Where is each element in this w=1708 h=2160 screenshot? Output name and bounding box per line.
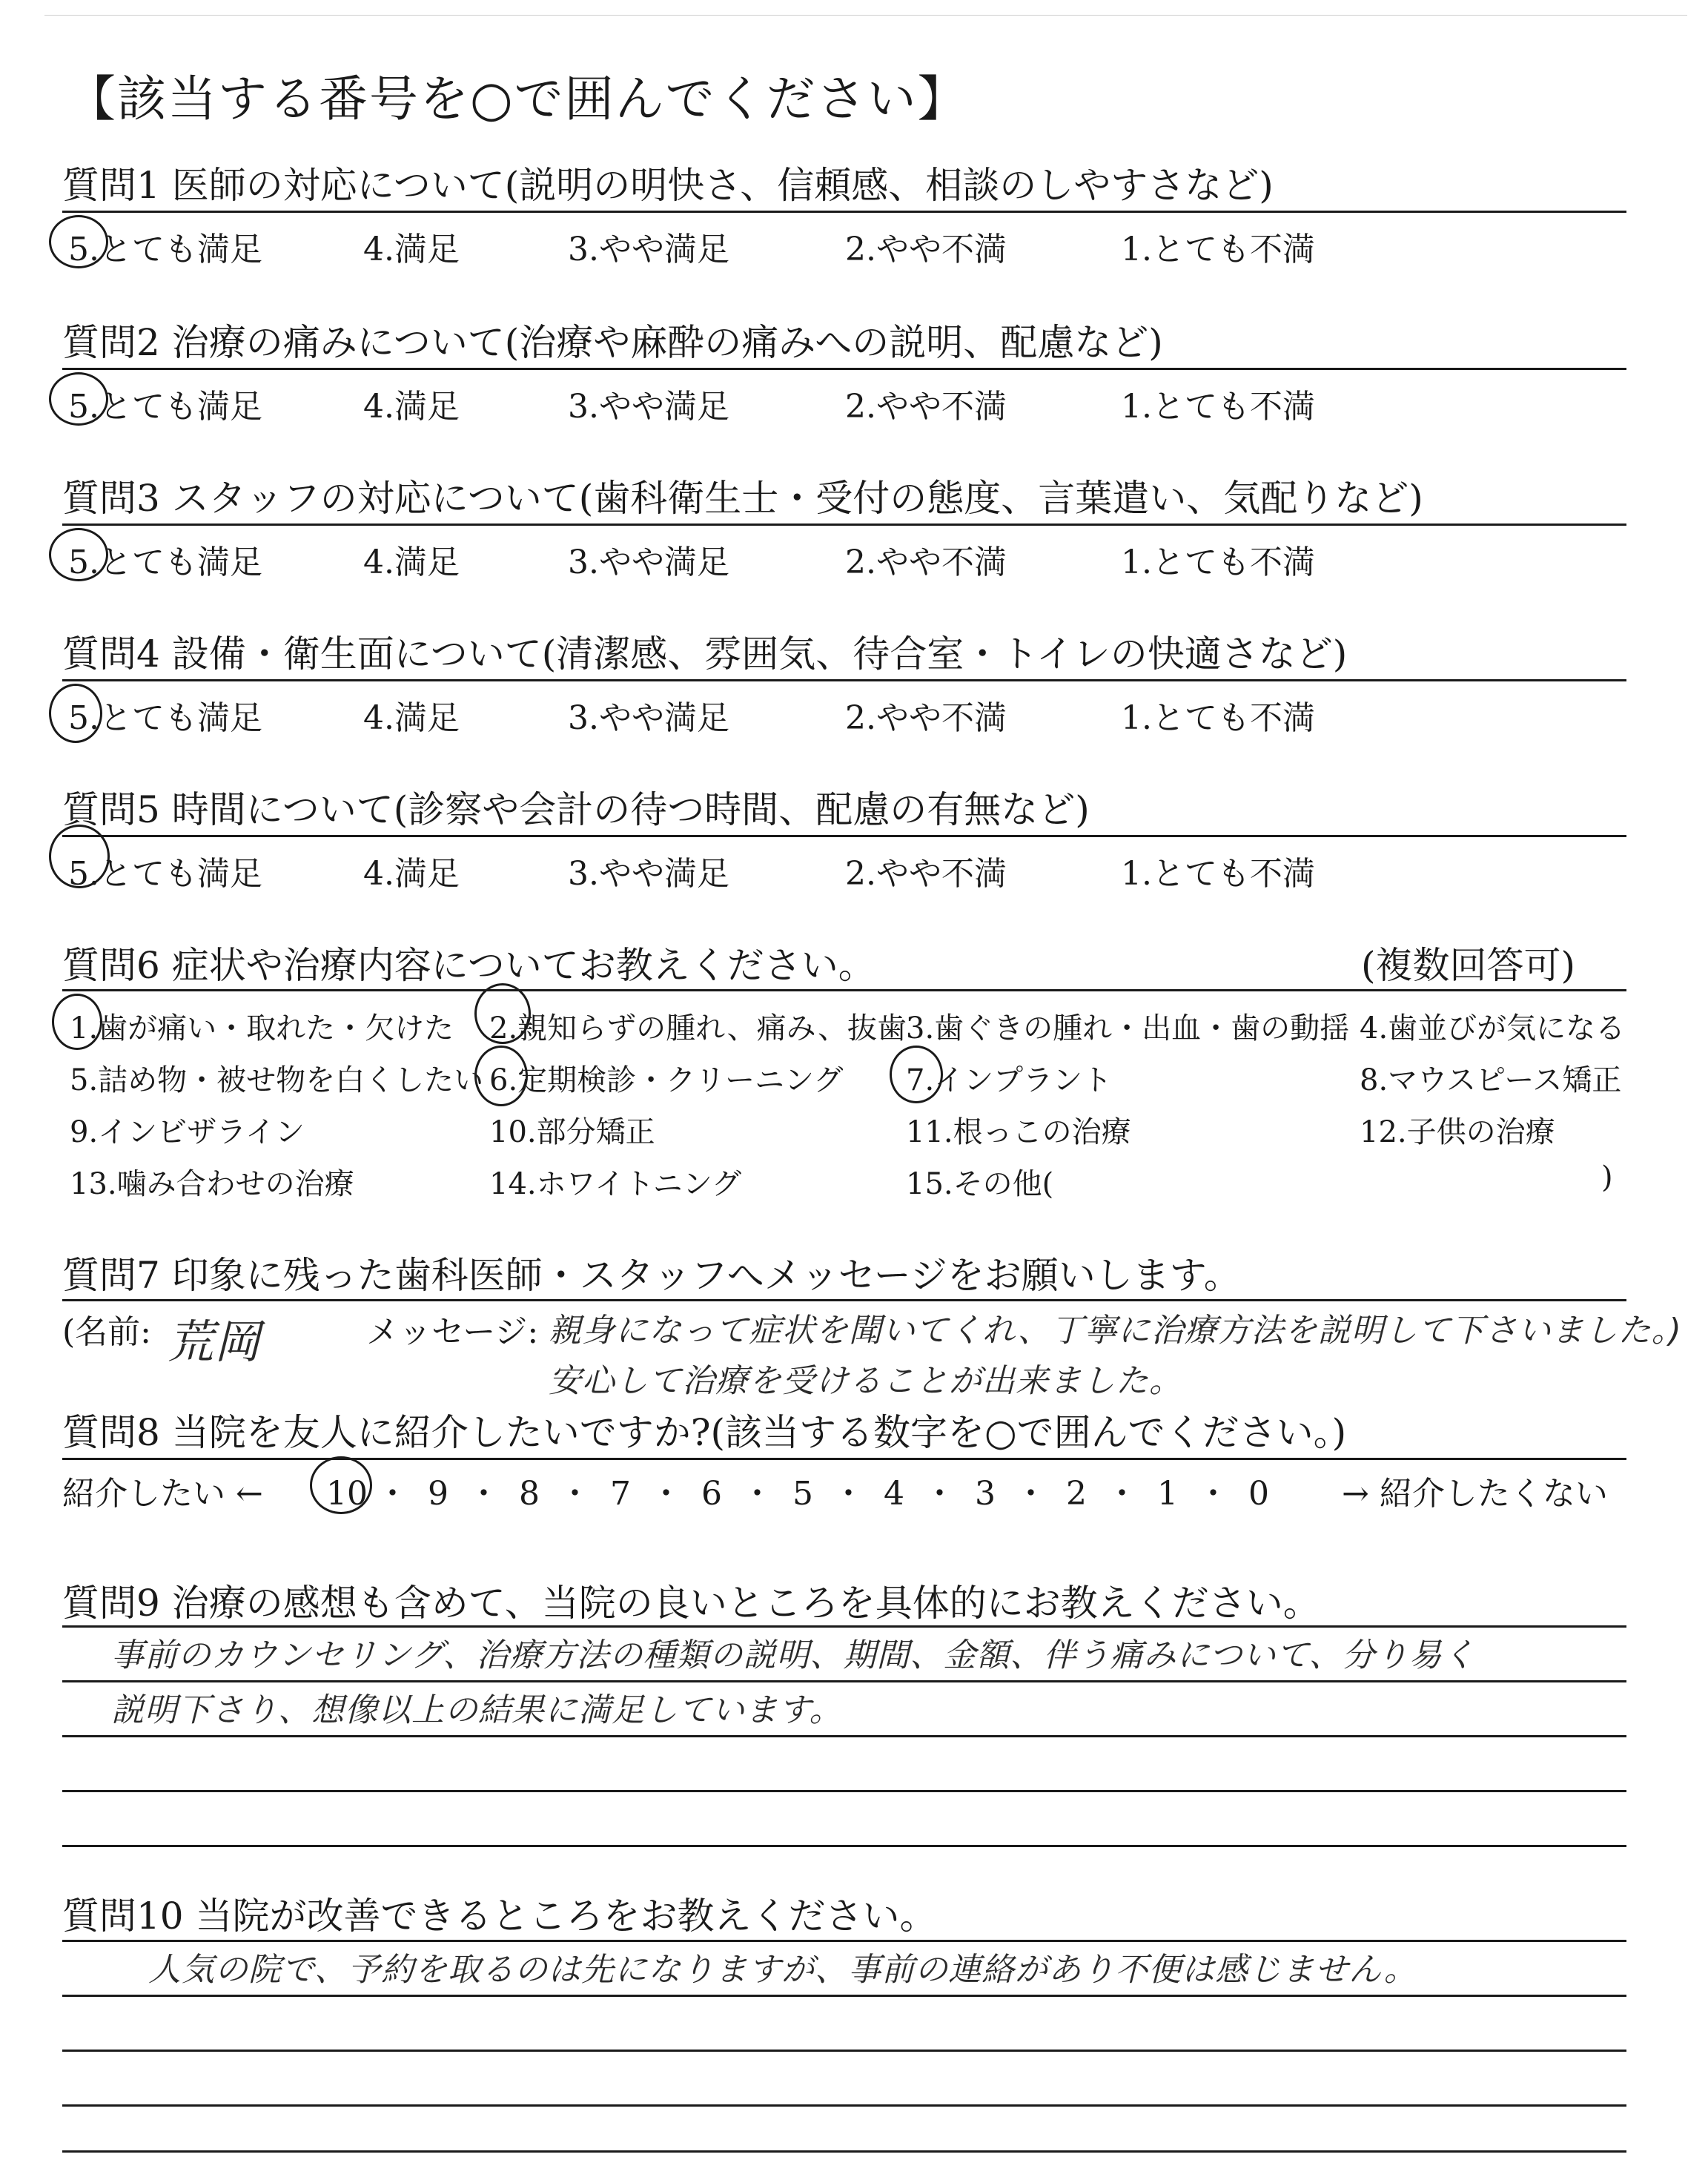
selection-circle (49, 528, 108, 581)
scale-number-4[interactable]: 4 (884, 1475, 904, 1513)
q4-option-3[interactable]: 3.やや満足 (568, 699, 729, 737)
q3-option-5[interactable]: 5.とても満足 (68, 544, 262, 581)
q6-option-1[interactable]: 1.歯が痛い・取れた・欠けた (70, 1011, 454, 1046)
q6-option-15[interactable]: 15.その他( (906, 1167, 1054, 1201)
message-line-1[interactable]: 親身になって症状を聞いてくれ、丁寧に治療方法を説明して下さいました。) (549, 1312, 1682, 1350)
name-value[interactable]: 荒岡 (168, 1315, 262, 1369)
divider (62, 368, 1626, 370)
q3-option-2[interactable]: 2.やや不満 (845, 544, 1007, 581)
q2-option-3[interactable]: 3.やや満足 (568, 388, 729, 426)
scale-dot: ・ (649, 1475, 683, 1513)
scale-number-9[interactable]: 9 (428, 1475, 448, 1513)
divider (62, 989, 1626, 991)
divider (62, 1299, 1626, 1301)
q4-option-1[interactable]: 1.とても不満 (1121, 699, 1315, 737)
q3-option-4[interactable]: 4.満足 (363, 544, 460, 581)
q5-option-1[interactable]: 1.とても不満 (1121, 855, 1315, 893)
question-4-label: 質問4 設備・衛生面について(清潔感、雰囲気、待合室・トイレの快適さなど) (62, 633, 1348, 676)
q1-option-1[interactable]: 1.とても不満 (1121, 231, 1315, 268)
scale-dot: ・ (467, 1475, 500, 1513)
answer-line (62, 2150, 1626, 2153)
q2-option-5[interactable]: 5.とても満足 (68, 388, 262, 426)
question-5-label: 質問5 時間について(診察や会計の待つ時間、配慮の有無など) (62, 788, 1090, 831)
answer-line (62, 1625, 1626, 1628)
q6-option-15-close: ) (1601, 1160, 1613, 1195)
q9-answer-line-2[interactable]: 説明下さり、想像以上の結果に満足しています。 (111, 1691, 843, 1729)
q6-option-4[interactable]: 4.歯並びが気になる (1360, 1011, 1626, 1046)
q6-option-6[interactable]: 6.定期検診・クリーニング (489, 1063, 844, 1097)
selection-circle (49, 372, 108, 426)
scale-dot: ・ (923, 1475, 956, 1513)
scale-number-6[interactable]: 6 (701, 1475, 722, 1513)
scale-dot: ・ (558, 1475, 592, 1513)
q5-option-2[interactable]: 2.やや不満 (845, 855, 1007, 893)
question-8-label: 質問8 当院を友人に紹介したいですか?(該当する数字を○で囲んでください。) (62, 1411, 1347, 1454)
divider (62, 679, 1626, 681)
message-line-2[interactable]: 安心して治療を受けることが出来ました。 (549, 1362, 1182, 1400)
q2-option-4[interactable]: 4.満足 (363, 388, 460, 426)
scale-number-8[interactable]: 8 (519, 1475, 540, 1513)
q2-option-1[interactable]: 1.とても不満 (1121, 388, 1315, 426)
question-9-label: 質問9 治療の感想も含めて、当院の良いところを具体的にお教えください。 (62, 1582, 1320, 1625)
q6-option-5[interactable]: 5.詰め物・被せ物を白くしたい (70, 1063, 484, 1097)
answer-line (62, 1735, 1626, 1737)
q5-option-3[interactable]: 3.やや満足 (568, 855, 729, 893)
selection-circle (49, 215, 108, 268)
question-6-label: 質問6 症状や治療内容についてお教えください。 (62, 944, 875, 987)
scale-row (326, 1467, 1280, 1514)
divider (62, 211, 1626, 213)
scale-dot: ・ (832, 1475, 865, 1513)
divider (62, 1458, 1626, 1460)
answer-line (62, 1790, 1626, 1792)
q4-option-2[interactable]: 2.やや不満 (845, 699, 1007, 737)
q6-option-13[interactable]: 13.噛み合わせの治療 (70, 1167, 354, 1201)
question-3-label: 質問3 スタッフの対応について(歯科衛生士・受付の態度、言葉遣い、気配りなど) (62, 477, 1423, 520)
q1-option-3[interactable]: 3.やや満足 (568, 231, 729, 268)
question-7-label: 質問7 印象に残った歯科医師・スタッフへメッセージをお願いします。 (62, 1254, 1241, 1297)
answer-line (62, 2050, 1626, 2052)
q6-option-11[interactable]: 11.根っこの治療 (906, 1115, 1131, 1149)
q6-option-7[interactable]: 7.インプラント (906, 1063, 1113, 1097)
q5-option-4[interactable]: 4.満足 (363, 855, 460, 893)
scale-number-7[interactable]: 7 (610, 1475, 631, 1513)
selection-circle (474, 983, 531, 1044)
scale-number-3[interactable]: 3 (975, 1475, 996, 1513)
q5-option-5[interactable]: 5.とても満足 (68, 855, 262, 893)
selection-circle (49, 684, 102, 743)
page-title: 【該当する番号を○で囲んでください】 (67, 70, 968, 128)
q6-option-12[interactable]: 12.子供の治療 (1360, 1115, 1555, 1149)
q4-option-5[interactable]: 5.とても満足 (68, 699, 262, 737)
answer-line (62, 1995, 1626, 1997)
q6-option-3[interactable]: 3.歯ぐきの腫れ・出血・歯の動揺 (906, 1011, 1350, 1046)
q1-option-2[interactable]: 2.やや不満 (845, 231, 1007, 268)
scale-number-0[interactable]: 0 (1248, 1475, 1269, 1513)
selection-circle (890, 1046, 943, 1103)
q3-option-1[interactable]: 1.とても不満 (1121, 544, 1315, 581)
selection-circle (52, 994, 102, 1050)
q6-option-2[interactable]: 2.親知らずの腫れ、痛み、抜歯 (489, 1011, 907, 1046)
scale-dot: ・ (1105, 1475, 1139, 1513)
q1-option-5[interactable]: 5.とても満足 (68, 231, 262, 268)
scale-left-label: 紹介したい ← (62, 1475, 263, 1513)
question-1-label: 質問1 医師の対応について(説明の明快さ、信頼感、相談のしやすさなど) (62, 164, 1274, 207)
top-border (44, 15, 1687, 16)
q2-option-2[interactable]: 2.やや不満 (845, 388, 1007, 426)
selection-circle (474, 1046, 528, 1106)
divider (62, 524, 1626, 526)
answer-line (62, 1680, 1626, 1682)
q4-option-4[interactable]: 4.満足 (363, 699, 460, 737)
q6-option-8[interactable]: 8.マウスピース矯正 (1360, 1063, 1622, 1097)
answer-line (62, 1845, 1626, 1847)
answer-line (62, 2104, 1626, 2107)
scale-number-2[interactable]: 2 (1066, 1475, 1087, 1513)
q10-answer-line-1[interactable]: 人気の院で、予約を取るのは先になりますが、事前の連絡があり不便は感じません。 (148, 1951, 1417, 1989)
multiple-answer-note: (複数回答可) (1361, 944, 1576, 987)
scale-dot: ・ (1196, 1475, 1230, 1513)
scale-dot: ・ (376, 1475, 409, 1513)
q6-option-9[interactable]: 9.インビザライン (70, 1115, 305, 1149)
scale-number-5[interactable]: 5 (792, 1475, 813, 1513)
q3-option-3[interactable]: 3.やや満足 (568, 544, 729, 581)
scale-number-1[interactable]: 1 (1157, 1475, 1178, 1513)
q9-answer-line-1[interactable]: 事前のカウンセリング、治療方法の種類の説明、期間、金額、伴う痛みについて、分り易く (111, 1636, 1476, 1674)
selection-circle (310, 1456, 372, 1514)
question-10-label: 質問10 当院が改善できるところをお教えください。 (62, 1895, 937, 1938)
scale-dot: ・ (741, 1475, 774, 1513)
message-label: メッセージ: (366, 1313, 539, 1351)
q6-option-10[interactable]: 10.部分矯正 (489, 1115, 655, 1149)
question-2-label: 質問2 治療の痛みについて(治療や麻酔の痛みへの説明、配慮など) (62, 321, 1163, 364)
scale-dot: ・ (1014, 1475, 1047, 1513)
answer-line (62, 1940, 1626, 1942)
scale-number-10[interactable]: 10 (326, 1475, 368, 1513)
scale-right-label: → 紹介したくない (1342, 1475, 1608, 1513)
q1-option-4[interactable]: 4.満足 (363, 231, 460, 268)
q6-option-14[interactable]: 14.ホワイトニング (489, 1167, 742, 1201)
selection-circle (49, 825, 110, 888)
name-label: (名前: (62, 1313, 151, 1351)
divider (62, 835, 1626, 837)
